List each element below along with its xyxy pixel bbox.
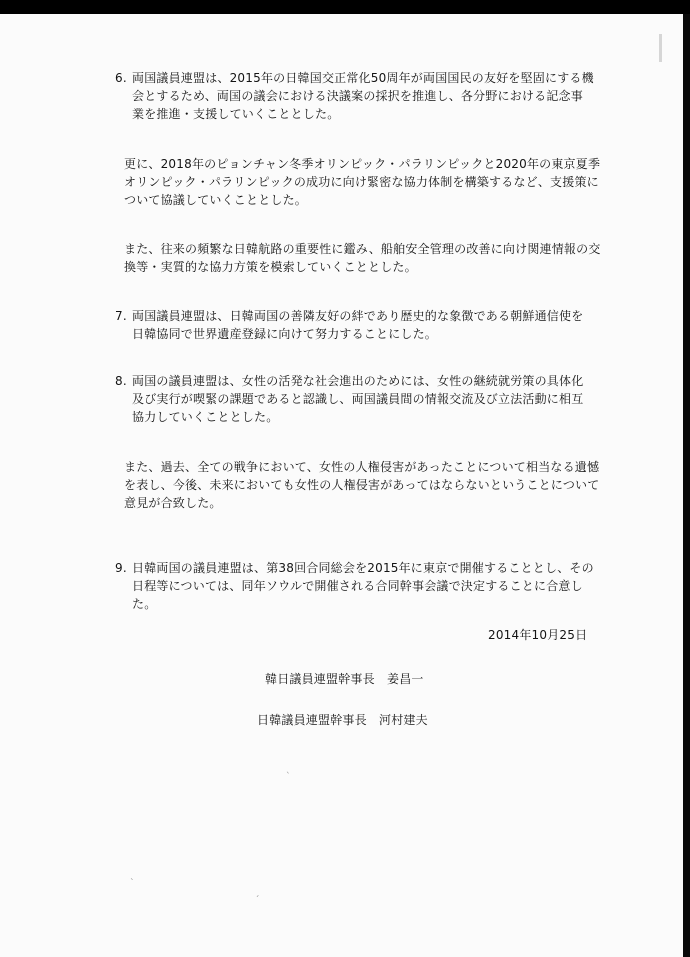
item-paragraph: 更に、2018年のピョンチャン冬季オリンピック・パラリンピックと2020年の東京夏季オリンピック・パラリンピックの成功に向け緊密な協力体制を構築するなど、支援策について協議していくこととした。 [124,157,601,207]
item-number: 9. [115,561,127,575]
item-7 [115,307,595,343]
item-paragraph: 両国の議員連盟は、女性の活発な社会進出のためには、女性の継続就労策の具体化及び実行が喫緊の課題であると認識し、両国議員間の情報交流及び立法活動に相互協力していくこととした。 [132,374,584,424]
item-number: 6. [115,71,127,85]
scan-border [683,14,690,957]
scan-edge-mark [659,34,662,62]
item-paragraph: また、往来の頻繁な日韓航路の重要性に鑑み、船舶安全管理の改善に向け関連情報の交換等・実質的な協力方策を模索していくこととした。 [124,242,601,274]
signature-japan: 日韓議員連盟幹事長 河村建夫 [257,713,428,727]
signature-korea: 韓日議員連盟幹事長 姜昌一 [265,672,424,686]
item-paragraph: 両国議員連盟は、2015年の日韓国交正常化50周年が両国国民の友好を堅固にする機会とするため、両国の議会における決議案の採択を推進し、各分野における記念事業を推進・支援していくこととした。 [132,71,594,121]
item-number: 7. [115,309,127,323]
item-paragraph: 日韓両国の議員連盟は、第38回合同総会を2015年に東京で開催することとし、その日程等については、同年ソウルで開催される合同幹事会議で決定することに合意した。 [132,561,594,611]
item-paragraph: また、過去、全ての戦争において、女性の人権侵害があったことについて相当なる遺憾を表し、今後、未来においても女性の人権侵害があってはならないということについて意見が合致した。 [124,460,600,510]
scan-speck: ˋ [286,772,291,782]
item-8 [115,372,595,426]
item-number: 8. [115,374,127,388]
document-page [0,14,683,957]
item-6 [115,69,595,123]
document-date: 2014年10月25日 [488,628,588,642]
item-paragraph: 両国議員連盟は、日韓両国の善隣友好の絆であり歴史的な象徴である朝鮮通信使を日韓協同で世界遺産登録に向けて努力することにした。 [132,309,584,341]
scan-speck: ˎ [130,871,135,881]
scan-speck: ˏ [255,888,260,898]
item-9 [115,559,595,613]
